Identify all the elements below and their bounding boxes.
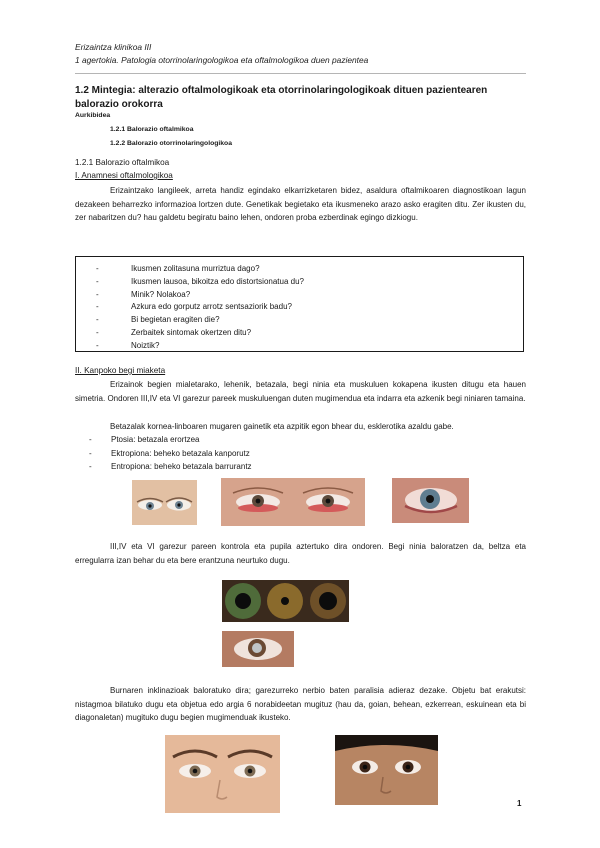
subsection-heading-anamnesis: I. Anamnesi oftalmologikoa xyxy=(75,171,173,180)
question-text: Zerbaitek sintomak okertzen ditu? xyxy=(131,327,252,337)
question-text: Ikusmen lausoa, bikoitza edo distortsionatua du? xyxy=(131,276,304,286)
question-text: Minik? Nolakoa? xyxy=(131,289,191,299)
list-item: - Ektropiona: beheko betazala kanporutz xyxy=(89,448,250,458)
anisocoria-photo xyxy=(222,631,294,667)
question-text: Bi begietan eragiten die? xyxy=(131,315,220,325)
list-item: - Ikusmen lausoa, bikoitza edo distortsionatua du? xyxy=(96,276,304,286)
list-item: - Zerbaitek sintomak okertzen ditu? xyxy=(96,327,252,337)
toc-label: Aurkibidea xyxy=(75,112,111,119)
condition-text: Entropiona: beheko betazala barrurantz xyxy=(111,462,252,472)
question-text: Azkura edo gorputz arrotz sentsaziorik badu? xyxy=(131,302,292,312)
toc-item: 1.2.1 Balorazio oftalmikoa xyxy=(110,126,194,133)
header-divider xyxy=(75,73,526,74)
list-item: - Bi begietan eragiten die? xyxy=(96,315,220,325)
running-header-scenario: 1 agertokia. Patologia otorrinolaringologikoa eta oftalmologikoa duen pazientea xyxy=(75,55,369,65)
ectropion-photo xyxy=(221,478,365,526)
list-item: - Noiztik? xyxy=(96,340,160,350)
head-tilt-paragraph: Burnaren inklinazioak baloratuko dira; garezurreko nerbio baten paralisia adieraz dezake. Objetu bat erakutsi: nistagmoa bilatuko dugu eta objetua edo argia 6 norabideetan mugituz (hau da, goian, behean, ezkerrean, eskuinean eta bi diagonaletan) mugituko dugu begien mugimenduak ikusteko. xyxy=(75,686,526,722)
eye-movement-photo xyxy=(165,735,280,813)
questions-list xyxy=(76,257,523,353)
page-number: 1 xyxy=(517,799,522,808)
running-header-course: Erizaintza klinikoa III xyxy=(75,42,152,52)
subsection-heading-external-exam: II. Kanpoko begi miaketa xyxy=(75,366,166,375)
ptosis-photo xyxy=(132,480,197,525)
list-item: - Minik? Nolakoa? xyxy=(96,289,191,299)
entropion-photo xyxy=(392,478,469,523)
condition-text: Ektropiona: beheko betazala kanporutz xyxy=(111,448,250,458)
question-text: Ikusmen zolitasuna murriztua dago? xyxy=(131,264,260,273)
list-item: - Ptosia: betazala erortzea xyxy=(89,435,200,444)
toc-item: 1.2.2 Balorazio otorrinolaringologikoa xyxy=(110,140,232,147)
eyelid-conditions-list xyxy=(75,433,252,474)
question-text: Noiztik? xyxy=(131,340,160,350)
section-heading: 1.2.1 Balorazio oftalmikoa xyxy=(75,158,170,167)
questions-box xyxy=(75,256,524,352)
condition-text: Ptosia: betazala erortzea xyxy=(111,435,200,444)
list-item: - Azkura edo gorputz arrotz sentsaziorik badu? xyxy=(96,302,292,312)
child-eyes-photo xyxy=(335,735,438,805)
list-item: - Ikusmen zolitasuna murriztua dago? xyxy=(96,264,260,273)
anamnesis-paragraph: Erizaintzako langileek, arreta handiz egindako elkarrizketaren bidez, asaldura oftalmikoaren diagnostikoan lagun dezakeen beharrezko informazioa lortzen dute. Genetikak begietako eta ikusmeneko arazo asko eragiten ditu. Zer ikusten du, zer nabaritzen du? hau galdetu begiratu baino lehen, ondoren proba ezberdinak egingo dizkiogu. xyxy=(75,186,526,222)
external-exam-paragraph: Erizainok begien mialetarako, lehenik, betazala, begi ninia eta muskuluen kokapena ikusten ditugu eta hauen simetria. Ondoren III,IV eta VI garezur pareek muskuluengan duten mugimendua eta indarra eta azkenik begi niniaren tamaina. xyxy=(75,380,526,403)
pupils-photo xyxy=(222,580,349,622)
eyelid-paragraph: Betazalak kornea-linboaren mugaren gainetik eta azpitik egon bhear du, esklerotika azaldu gabe. xyxy=(110,422,454,431)
list-item: - Entropiona: beheko betazala barrurantz xyxy=(89,462,252,472)
page-title: 1.2 Mintegia: alterazio oftalmologikoak eta otorrinolaringologikoak dituen pazientearen balorazio orokorra xyxy=(75,85,488,110)
pupil-paragraph: III,IV eta VI garezur pareen kontrola eta pupila aztertuko dira ondoren. Begi ninia baloratzen da, beltza eta erregularra izan behar du eta bere erantzuna neurtuko dugu. xyxy=(75,542,526,565)
